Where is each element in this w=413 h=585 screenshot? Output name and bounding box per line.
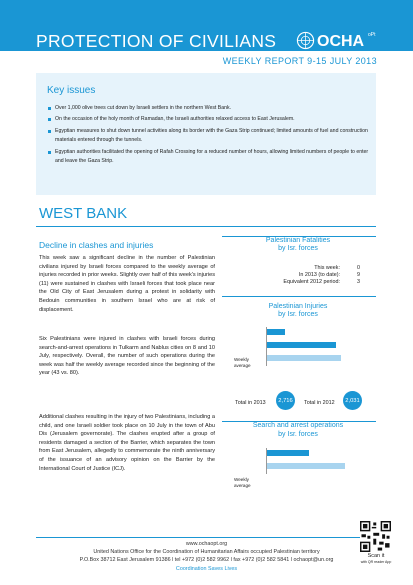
injuries-total-2012-value: 2,031 <box>343 391 362 410</box>
divider <box>222 296 376 297</box>
injuries-total-2013-label: Total in 2013 <box>235 400 266 406</box>
fatalities-row <box>248 279 360 286</box>
search-ops-weekly-average-label: Weekly average <box>234 477 251 488</box>
injuries-weekly-average-label: Weekly average <box>234 357 251 368</box>
body-paragraph: Additional clashes resulting in the injury of two Palestinians, including a child, and one Israeli soldier took place on 10 July in the town of Abu Dis (Jerusalem governorate). The clashes erupted after a group of residents damaged a section of the Barrier, which separates the town from East Jerusalem, allegedly to commemorate the ninth anniversary of the issuance of an advisory opinion on the Barrier by the International Court of Justice (ICJ). <box>39 414 215 472</box>
fatalities-table <box>248 265 360 286</box>
key-issue-item: Over 1,000 olive trees cut down by Israeli settlers in the northern West Bank. <box>48 104 370 113</box>
divider <box>36 226 376 227</box>
injuries-bar-this-week <box>267 329 285 335</box>
injuries-chart <box>232 325 376 379</box>
search-ops-title: Search and arrest operations <box>252 422 344 429</box>
footer-address: P.O.Box 38712 East Jerusalem 91386 l tel +972 (0)2 582 9962 l fax +972 (0)2 582 5841 l ochaopt@un.org <box>79 557 334 563</box>
page-title: PROTECTION OF CIVILIANS <box>36 31 277 51</box>
qr-code-icon[interactable] <box>360 521 391 552</box>
footer-org: United Nations Office for the Coordination of Humanitarian Affairs occupied Palestinian territory <box>93 549 320 555</box>
west-bank-heading: WEST BANK <box>39 205 128 222</box>
section-title: Decline in clashes and injuries <box>39 240 154 250</box>
fatalities-row <box>248 272 360 279</box>
key-issue-item: On the occasion of the holy month of Ramadan, the Israeli authorities relaxed access to East Jerusalem. <box>48 115 370 124</box>
injuries-total-2013-value: 2,716 <box>276 391 295 410</box>
search-ops-chart <box>232 446 376 504</box>
search-ops-subtitle: by Isr. forces <box>278 431 318 438</box>
body-paragraph: This week saw a significant decline in the number of Palestinian civilians injured by Israeli forces compared to the weekly average of injuries recorded in prior weeks. Slightly over half of this week's injuries (11) were sustained in clashes with Israeli forces that took place near the Old City of East Jerusalem during a protest in solidarity with Bedouin communities in southern Israel who are at risk of displacement. <box>39 255 215 313</box>
qr-caption <box>358 553 394 565</box>
fatalities-subtitle: by Isr. forces <box>278 245 318 252</box>
key-issues-title: Key issues <box>47 85 96 96</box>
body-paragraph: Six Palestinians were injured in clashes with Israeli forces during search-and-arrest operations in Tulkarm and Nablus cities on 8 and 10 July, respectively. Overall, the number of such operations during the week was half the weekly average recorded since the beginning of the year (43 vs. 80). <box>39 336 215 377</box>
fatalities-value: 9 <box>357 272 360 278</box>
fatalities-row <box>248 265 360 272</box>
key-issue-item: Egyptian authorities facilitated the opening of Rafah Crossing for a reduced number of hours, allowing limited numbers of people to enter and leave the Gaza Strip. <box>48 148 370 167</box>
key-issue-item: Egyptian measures to shut down tunnel activities along its border with the Gaza Strip continued; limited amounts of fuel and construction materials entered through the tunnels. <box>48 127 370 146</box>
footer-website[interactable]: www.ochaopt.org <box>185 541 228 547</box>
injuries-total-2012-label: Total in 2012 <box>304 400 335 406</box>
fatalities-label: In 2013 (to date): <box>298 272 340 278</box>
ocha-logo-sub: oPt <box>368 32 376 38</box>
ocha-logo-text: OCHA <box>317 33 365 50</box>
qr-caption-main: Scan it <box>367 553 385 559</box>
fatalities-label: This week: <box>314 265 340 271</box>
injuries-title: Palestinian Injuries <box>268 303 328 310</box>
fatalities-title: Palestinian Fatalities <box>265 237 331 244</box>
report-period: WEEKLY REPORT 9-15 JULY 2013 <box>222 56 377 66</box>
fatalities-value: 0 <box>357 265 360 271</box>
injuries-subtitle: by Isr. forces <box>278 311 318 318</box>
fatalities-label: Equivalent 2012 period: <box>283 279 340 285</box>
injuries-bar-weekly-average-2012 <box>267 355 341 361</box>
search-ops-bar-weekly-average <box>267 463 345 469</box>
key-issues-list <box>48 104 370 169</box>
qr-caption-sub: with QR reader App <box>360 560 392 564</box>
fatalities-value: 3 <box>357 279 360 285</box>
un-logo-icon <box>296 31 315 50</box>
divider <box>36 537 376 538</box>
search-ops-bar-this-week <box>267 450 309 456</box>
footer-tagline: Coordination Saves Lives <box>175 566 238 572</box>
injuries-bar-weekly-average <box>267 342 336 348</box>
